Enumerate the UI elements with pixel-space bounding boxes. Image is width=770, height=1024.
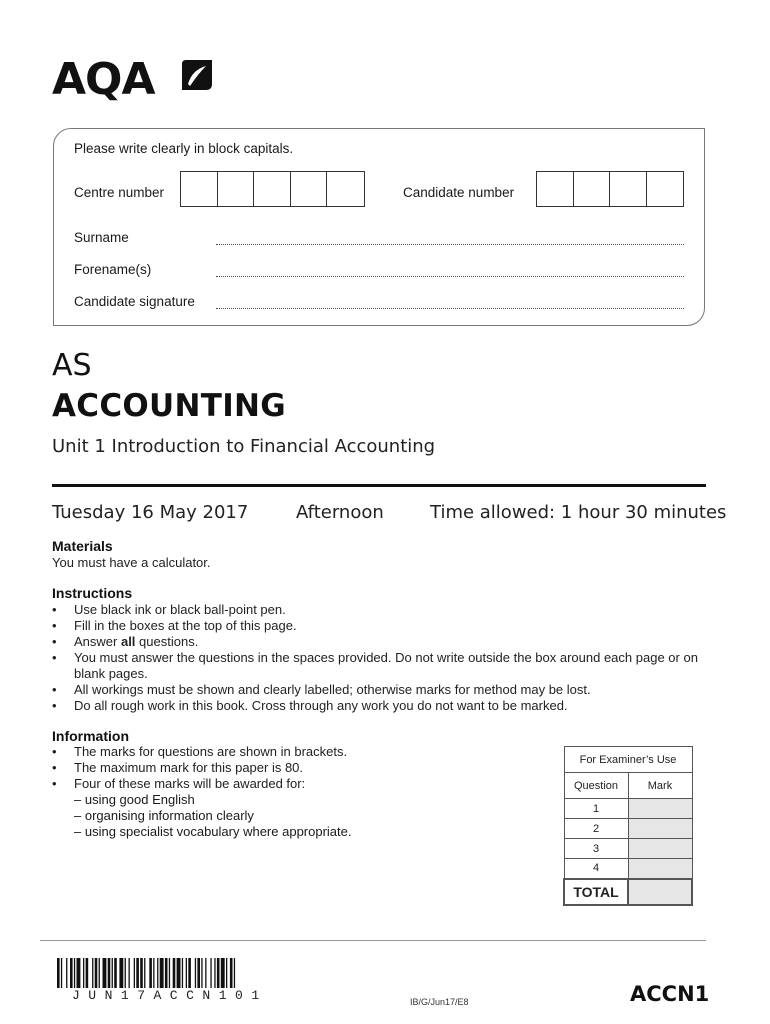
barcode-bar (92, 958, 93, 988)
instructions-heading: Instructions (52, 585, 133, 601)
examiner-use-table (563, 746, 693, 906)
barcode-bar (182, 958, 183, 988)
barcode-bar (114, 958, 117, 988)
information-heading: Information (52, 728, 129, 744)
barcode-bar (217, 958, 220, 988)
barcode-bar (134, 958, 135, 988)
mark-cell (628, 819, 692, 839)
candidate-digit-box[interactable] (574, 172, 611, 206)
barcode-bar (197, 958, 200, 988)
exam-session: Afternoon (296, 502, 384, 523)
list-item: • Do all rough work in this book. Cross through any work you do not want to be marked. (52, 698, 702, 714)
paper-code: ACCN1 (630, 982, 710, 1006)
information-sub-list (52, 792, 352, 840)
question-number: 4 (564, 859, 628, 879)
candidate-details-box (53, 128, 705, 326)
barcode-bar (86, 958, 89, 988)
question-number: 3 (564, 839, 628, 859)
barcode-bar (234, 958, 235, 988)
candidate-digit-box[interactable] (647, 172, 684, 206)
barcode-bar (83, 958, 84, 988)
qualification-level: AS (52, 348, 92, 383)
examiner-table-title: For Examiner’s Use (564, 747, 692, 773)
barcode-bar (77, 958, 81, 988)
centre-digit-box[interactable] (327, 172, 364, 206)
candidate-digit-box[interactable] (537, 172, 574, 206)
candidate-digit-box[interactable] (610, 172, 647, 206)
aqa-leaf-icon (176, 56, 216, 96)
barcode-bar (173, 958, 176, 988)
barcode-bar (129, 958, 130, 988)
list-item: • You must answer the questions in the spaces provided. Do not write outside the box around each page or on blank pages. (52, 650, 702, 682)
barcode-bar (149, 958, 152, 988)
exam-date: Tuesday 16 May 2017 (52, 502, 249, 523)
list-item: – using specialist vocabulary where appropriate. (74, 824, 352, 839)
barcode-bar (205, 958, 206, 988)
signature-field[interactable] (216, 308, 684, 309)
table-row (564, 859, 692, 879)
mark-cell (628, 839, 692, 859)
candidate-number-label: Candidate number (403, 185, 515, 200)
surname-field[interactable] (216, 244, 684, 245)
list-item: • Fill in the boxes at the top of this page. (52, 618, 702, 634)
barcode-bar (188, 958, 191, 988)
question-number: 2 (564, 819, 628, 839)
document-reference: IB/G/Jun17/E8 (410, 997, 469, 1007)
centre-number-input[interactable] (180, 171, 365, 207)
barcode-bar (99, 958, 100, 988)
title-divider (52, 484, 706, 487)
barcode-bar (57, 958, 60, 988)
barcode-bar (103, 958, 107, 988)
list-item: • Answer all questions. (52, 634, 702, 650)
centre-digit-box[interactable] (291, 172, 328, 206)
block-capitals-instruction: Please write clearly in block capitals. (74, 141, 294, 156)
list-item: • Use black ink or black ball-point pen. (52, 602, 702, 618)
barcode-bar (230, 958, 233, 988)
mark-cell (628, 799, 692, 819)
barcode-bar (74, 958, 75, 988)
forename-field[interactable] (216, 276, 684, 277)
barcode-bar (153, 958, 154, 988)
barcode-bar (226, 958, 227, 988)
table-row (564, 839, 692, 859)
total-label: TOTAL (564, 879, 628, 905)
materials-text: You must have a calculator. (52, 555, 211, 570)
barcode-bar (201, 958, 202, 988)
list-item: • Four of these marks will be awarded for: (52, 776, 532, 792)
barcode-bar (165, 958, 168, 988)
barcode-bar (125, 958, 126, 988)
barcode-bar (160, 958, 164, 988)
barcode-text: JUN17ACCN101 (72, 988, 268, 1003)
barcode-bar (112, 958, 113, 988)
barcode-bar (136, 958, 139, 988)
barcode-bar (119, 958, 123, 988)
information-list (52, 744, 532, 792)
barcode-bar (95, 958, 98, 988)
barcode-bar (140, 958, 143, 988)
list-item: – organising information clearly (74, 808, 254, 823)
footer-divider (40, 940, 706, 941)
question-column-header: Question (564, 773, 628, 799)
barcode-bar (66, 958, 67, 988)
barcode-bar (186, 958, 187, 988)
barcode-bar (214, 958, 215, 988)
list-item: • The maximum mark for this paper is 80. (52, 760, 532, 776)
centre-digit-box[interactable] (254, 172, 291, 206)
barcode (57, 958, 303, 988)
surname-label: Surname (74, 230, 129, 245)
list-item: – using good English (74, 792, 195, 807)
candidate-number-input[interactable] (536, 171, 684, 207)
barcode-bar (169, 958, 170, 988)
mark-column-header: Mark (628, 773, 692, 799)
barcode-bar (108, 958, 111, 988)
barcode-bar (157, 958, 158, 988)
list-item: • The marks for questions are shown in brackets. (52, 744, 532, 760)
barcode-bar (210, 958, 211, 988)
unit-title: Unit 1 Introduction to Financial Accounting (52, 436, 436, 457)
materials-heading: Materials (52, 538, 113, 554)
forename-label: Forename(s) (74, 262, 152, 277)
total-mark-cell (628, 879, 692, 905)
subject-title: ACCOUNTING (52, 388, 287, 424)
barcode-bar (144, 958, 145, 988)
table-row (564, 819, 692, 839)
centre-digit-box[interactable] (218, 172, 255, 206)
table-row (564, 879, 692, 905)
centre-digit-box[interactable] (181, 172, 218, 206)
barcode-bar (221, 958, 225, 988)
list-item: • All workings must be shown and clearly labelled; otherwise marks for method may be lost. (52, 682, 702, 698)
question-number: 1 (564, 799, 628, 819)
signature-label: Candidate signature (74, 294, 195, 309)
barcode-bar (70, 958, 73, 988)
mark-cell (628, 859, 692, 879)
centre-number-label: Centre number (74, 185, 165, 200)
barcode-bar (61, 958, 62, 988)
aqa-logo-text: AQA (52, 54, 155, 105)
table-row (564, 799, 692, 819)
barcode-bar (177, 958, 181, 988)
time-allowed: Time allowed: 1 hour 30 minutes (430, 502, 727, 523)
barcode-bar (195, 958, 196, 988)
instructions-list (52, 602, 702, 714)
